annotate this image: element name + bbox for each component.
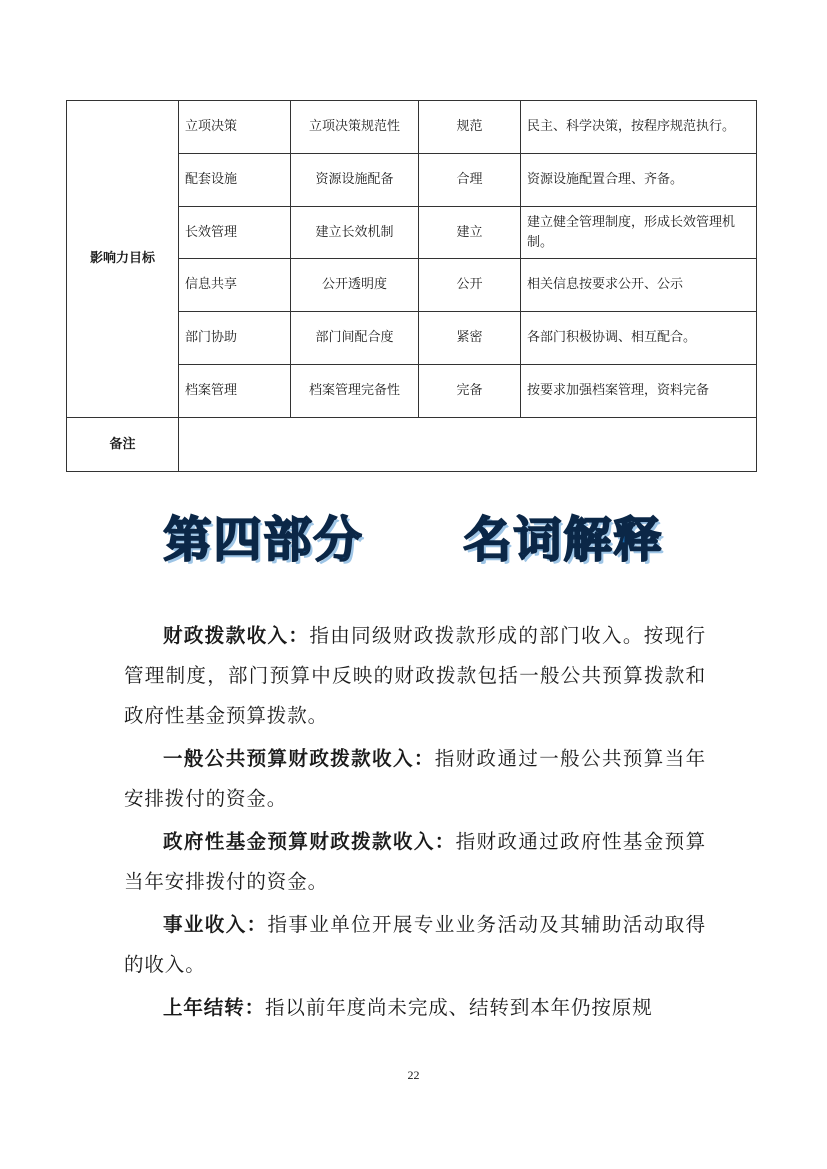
definition-paragraph [124,739,706,819]
definition-text: 指财政通过政府性基金预算当年安排拨付的资金。 [124,830,706,893]
indicator-cell: 长效管理 [179,207,291,259]
definition-paragraph [124,988,706,1028]
definition-text: 指由同级财政拨款形成的部门收入。按现行管理制度，部门预算中反映的财政拨款包括一般公共预算拨款和政府性基金预算拨款。 [124,624,706,727]
category-cell: 影响力目标 [67,101,179,418]
indicator-cell: 信息共享 [179,259,291,312]
description-cell: 相关信息按要求公开、公示 [521,259,757,312]
definition-term: 政府性基金预算财政拨款收入： [163,830,456,853]
sub-indicator-cell: 档案管理完备性 [291,365,419,418]
description-cell: 资源设施配置合理、齐备。 [521,154,757,207]
definition-paragraph [124,616,706,736]
section-heading [0,508,827,572]
sub-indicator-cell: 建立长效机制 [291,207,419,259]
indicator-cell: 配套设施 [179,154,291,207]
standard-cell: 建立 [419,207,521,259]
description-cell: 按要求加强档案管理，资料完备 [521,365,757,418]
performance-table [66,100,757,472]
indicator-cell: 部门协助 [179,312,291,365]
definition-paragraph [124,905,706,985]
definition-text: 指以前年度尚未完成、结转到本年仍按原规 [265,996,653,1019]
section-heading-part: 第四部分 [163,512,364,568]
remark-value [179,418,757,472]
definition-text: 指事业单位开展专业业务活动及其辅助活动取得的收入。 [124,913,706,976]
sub-indicator-cell: 部门间配合度 [291,312,419,365]
definition-term: 财政拨款收入： [163,624,310,647]
standard-cell: 合理 [419,154,521,207]
description-cell: 各部门积极协调、相互配合。 [521,312,757,365]
sub-indicator-cell: 立项决策规范性 [291,101,419,154]
definition-paragraph [124,822,706,902]
definition-term: 一般公共预算财政拨款收入： [163,747,435,770]
standard-cell: 公开 [419,259,521,312]
remark-row [67,418,757,472]
page-number: 22 [407,1068,420,1082]
definition-text: 指财政通过一般公共预算当年安排拨付的资金。 [124,747,706,810]
remark-label: 备注 [67,418,179,472]
section-heading-title: 名词解释 [463,512,664,568]
definitions-body [124,616,706,1031]
definition-term: 上年结转： [163,996,266,1019]
definition-term: 事业收入： [163,913,268,936]
indicator-cell: 立项决策 [179,101,291,154]
sub-indicator-cell: 公开透明度 [291,259,419,312]
standard-cell: 完备 [419,365,521,418]
sub-indicator-cell: 资源设施配备 [291,154,419,207]
description-cell: 民主、科学决策，按程序规范执行。 [521,101,757,154]
indicator-cell: 档案管理 [179,365,291,418]
standard-cell: 紧密 [419,312,521,365]
description-cell: 建立健全管理制度，形成长效管理机制。 [521,207,757,259]
standard-cell: 规范 [419,101,521,154]
table-row [67,101,757,154]
